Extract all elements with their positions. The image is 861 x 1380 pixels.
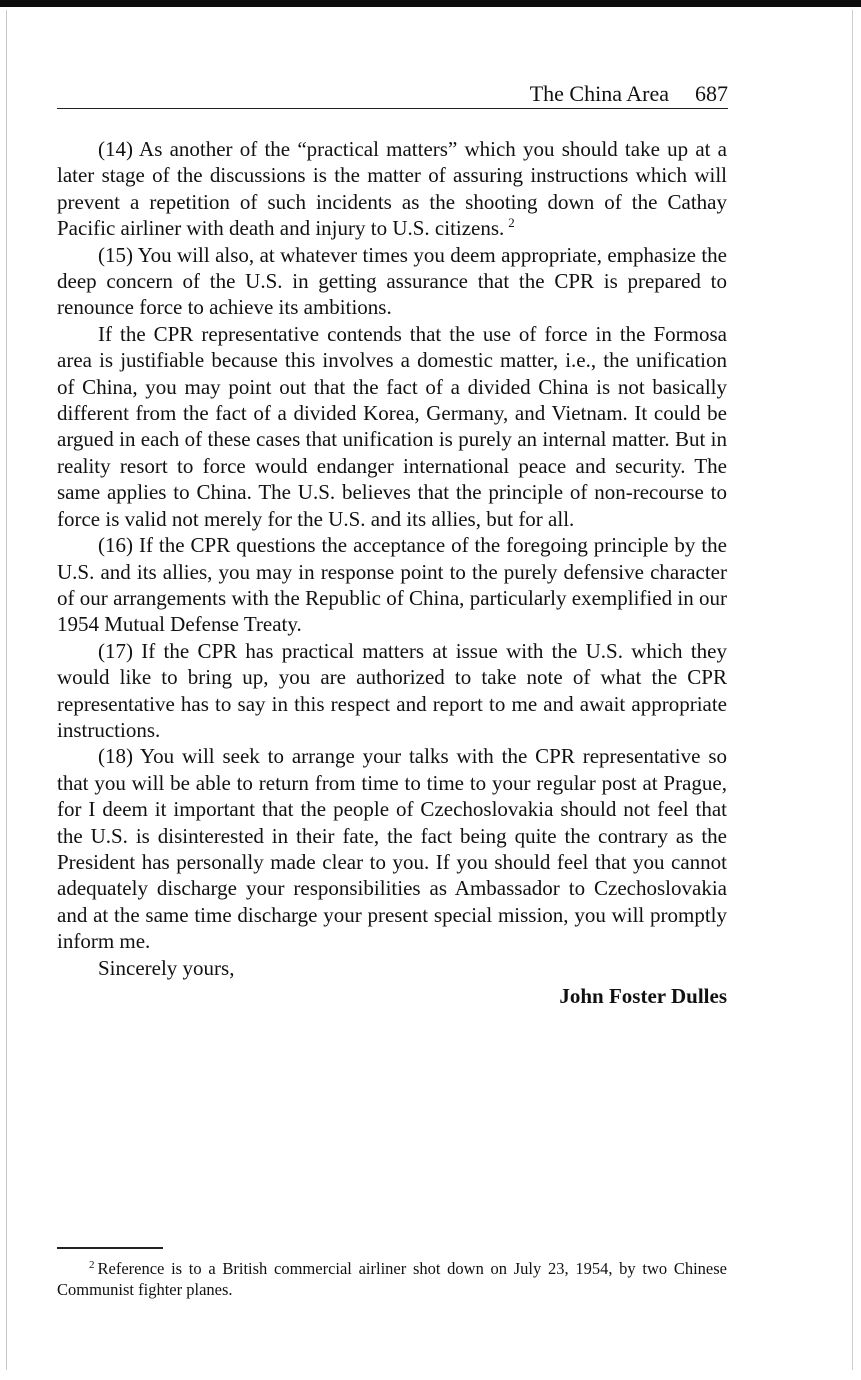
footnote-marker: 2 bbox=[89, 1258, 95, 1271]
footnote-rule bbox=[57, 1247, 163, 1249]
paragraph-14-text: (14) As another of the “practical matters” which you should take up at a later stage of the discussions is the matter of assuring instructions which will prevent a repetition of such incidents as the shooting down of the Cathay Pacific airliner with death and injury to U.S. citizens. bbox=[57, 137, 727, 241]
paragraph-15: (15) You will also, at whatever times you deem appropriate, emphasize the deep concern of the U.S. in getting assurance that the CPR is prepared to renounce force to achieve its ambitions. bbox=[57, 242, 727, 320]
paragraph-14 bbox=[57, 136, 727, 242]
closing: Sincerely yours, bbox=[98, 955, 235, 980]
page-right-edge bbox=[852, 10, 853, 1370]
footnote bbox=[57, 1258, 727, 1300]
paragraph-18: (18) You will seek to arrange your talks with the CPR representative so that you will be able to return from time to time to your regular post at Prague, for I deem it important that the people of Czechoslovakia should not feel that the U.S. is disinterested in their fate, the fact being quite the contrary as the President has personally made clear to you. If you should feel that you cannot adequately discharge your responsibilities as Ambassador to Czechoslovakia and at the same time discharge your present special mission, you will promptly inform me. bbox=[57, 744, 727, 954]
footnote-text: Reference is to a British commercial airliner shot down on July 23, 1954, by two Chinese Communist fighter planes. bbox=[57, 1259, 727, 1299]
running-title: The China Area bbox=[529, 81, 669, 106]
page-number: 687 bbox=[695, 81, 728, 106]
letter-body bbox=[57, 136, 727, 1009]
paragraph-17: (17) If the CPR has practical matters at issue with the U.S. which they would like to bring up, you are authorized to take note of what the CPR representative has to say in this respect and report to me and await appropriate instructions. bbox=[57, 638, 727, 742]
paragraph-15-continued: If the CPR representative contends that the use of force in the Formosa area is justifiable because this involves a domestic matter, i.e., the unification of China, you may point out that the fact of a divided China is not basically different from the fact of a divided Korea, Germany, and Vietnam. It could be argued in each of these cases that unification is purely an internal matter. But in reality resort to force would endanger international peace and security. The same applies to China. The U.S. believes that the principle of non-recourse to force is valid not merely for the U.S. and its allies, but for all. bbox=[57, 321, 727, 531]
page-left-edge bbox=[6, 10, 7, 1370]
paragraph-16: (16) If the CPR questions the acceptance of the foregoing principle by the U.S. and its allies, you may in response point to the purely defensive character of our arrangements with the Republic of China, particularly exemplified in our 1954 Mutual Defense Treaty. bbox=[57, 533, 727, 637]
running-head bbox=[57, 80, 728, 109]
page-top-border bbox=[0, 0, 861, 7]
footnote-reference: 2 bbox=[508, 215, 515, 231]
signature: John Foster Dulles bbox=[559, 984, 727, 1008]
